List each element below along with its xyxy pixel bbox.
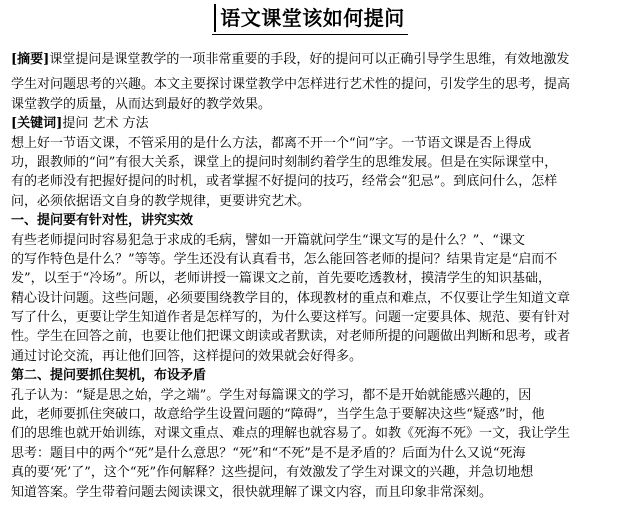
- paragraph-line: 性。学生在回答之前，也要让他们把课文朗读或者默读，对老师所提的问题做出判断和思考，或者: [11, 329, 571, 345]
- abstract-line-3: 课堂教学的质量，从而达到最好的教学效果。: [11, 96, 272, 112]
- document-title: 语文课堂该如何提问: [214, 4, 405, 32]
- paragraph-line: 有的老师没有把握好提问的时机，或者掌握不好提问的技巧，经常会“犯忌”。到底问什么，怎样: [11, 174, 558, 190]
- keywords-line: [11, 114, 609, 133]
- paragraph-line: 们的思维也就开始训练，对课文重点、难点的理解也就容易了。如教《死海不死》一文，我让学生: [11, 426, 571, 442]
- keywords-text: 提问 艺术 方法: [62, 116, 149, 132]
- paragraph-line: 的写作特色是什么？”等等。学生还没有认真看书，怎么能回答老师的提问？结果肯定是“启而不: [11, 251, 558, 267]
- section-heading-2: 第二、提问要抓住契机，布设矛盾: [11, 368, 207, 384]
- abstract-line-2: 学生对问题思考的兴趣。本文主要探讨课堂教学中怎样进行艺术性的提问，引发学生的思考，提高: [11, 77, 571, 93]
- paragraph-line: 问，必须依据语文自身的教学规律，更要讲究艺术。: [11, 193, 311, 209]
- paragraph-line: 思考：题目中的两个“死”是什么意思？“死”和“不死”是不是矛盾的？后面为什么又说“死海: [11, 445, 526, 461]
- document-body: [11, 50, 609, 500]
- paragraph-line: 写了什么，更要让学生知道作者是怎样写的，为什么要这样写。问题一定要具体、规范、要有针对: [11, 310, 571, 326]
- section-heading-1: 一、提问要有针对性，讲究实效: [11, 213, 194, 229]
- paragraph-line: 想上好一节语文课，不管采用的是什么方法，都离不开一个“问”字。一节语文课是否上得成: [11, 135, 532, 151]
- abstract-tag: [摘要]: [11, 52, 50, 67]
- abstract-text: 课堂提问是课堂教学的一项非常重要的手段，好的提问可以正确引导学生思维，有效地激发: [49, 52, 570, 67]
- paragraph-line: 此，老师要抓住突破口，故意给学生设置问题的“障碍”，当学生急于要解决这些“疑惑”时，他: [11, 407, 545, 423]
- paragraph-line: 发”，以至于“冷场”。所以，老师讲授一篇课文之前，首先要吃透教材，摸清学生的知识基础，: [11, 271, 551, 287]
- paragraph-line: 真的要‘死’了”，这个“死”作何解释？这些提问，有效激发了学生对课文的兴趣，并急切地想: [11, 465, 534, 481]
- paragraph-line: 功，跟教师的“问”有很大关系，课堂上的提问时刻制约着学生的思维发展。但是在实际课堂中，: [11, 154, 558, 170]
- paragraph-line: 孔子认为：“疑是思之始，学之端”。学生对每篇课文的学习，都不是开始就能感兴趣的，因: [11, 387, 532, 403]
- abstract-line-1: [11, 50, 609, 69]
- paragraph-line: 通过讨论交流，再让他们回答，这样提问的效果就会好得多。: [11, 348, 363, 364]
- paragraph-line: 有些老师提问时容易犯急于求成的毛病，譬如一开篇就问学生“课文写的是什么？”、“课文: [11, 232, 525, 248]
- paragraph-line: 精心设计问题。这些问题，必须要围绕教学目的，体现教材的重点和难点，不仅要让学生知道文章: [11, 290, 571, 306]
- paragraph-line-partial: 知道答案。学生带着问题去阅读课文，很快就理解了课文内容，而且印象非常深刻。: [11, 484, 493, 500]
- keywords-tag: [关键词]: [11, 116, 63, 132]
- title-underline: [212, 34, 408, 35]
- title-area: [0, 4, 619, 34]
